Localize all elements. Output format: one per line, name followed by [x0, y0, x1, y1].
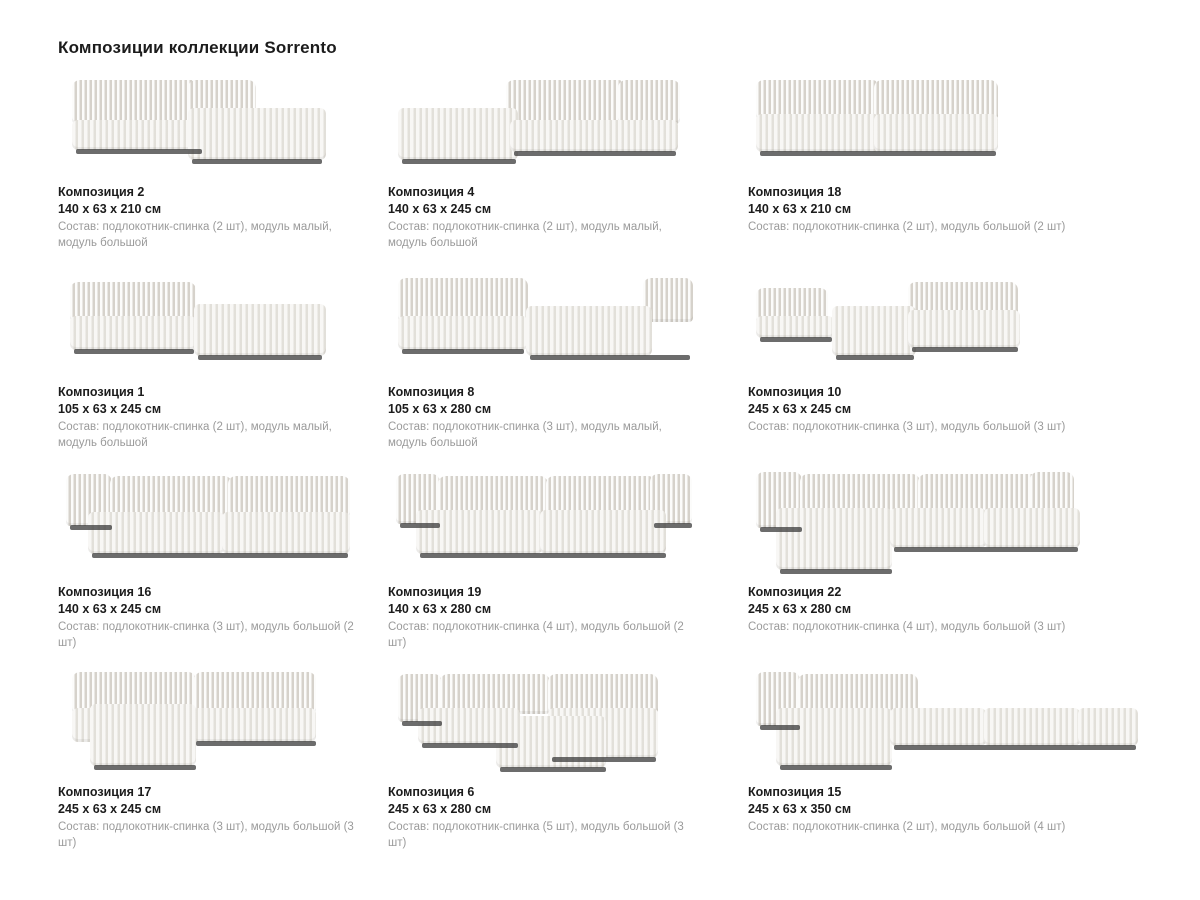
composition-details: Состав: подлокотник-спинка (2 шт), модуль большой (2 шт): [748, 221, 1066, 233]
composition-name: Композиция 8: [388, 385, 475, 399]
composition-card: [58, 462, 388, 662]
composition-dimensions: 245 x 63 x 350 см: [748, 802, 852, 816]
composition-card: [748, 262, 1148, 462]
composition-name: Композиция 17: [58, 785, 152, 799]
composition-dimensions: 140 x 63 x 210 см: [748, 202, 852, 216]
composition-card: [58, 662, 388, 862]
composition-dimensions: 140 x 63 x 280 см: [388, 602, 492, 616]
composition-dimensions: 245 x 63 x 245 см: [58, 802, 162, 816]
composition-name: Композиция 22: [748, 585, 842, 599]
composition-dimensions: 140 x 63 x 245 см: [58, 602, 162, 616]
composition-card: [388, 62, 748, 262]
composition-dimensions: 105 x 63 x 280 см: [388, 402, 492, 416]
sofa-image-composition-2: [58, 62, 388, 180]
sofa-image-composition-18: [748, 62, 1148, 180]
composition-dimensions: 105 x 63 x 245 см: [58, 402, 162, 416]
sofa-image-composition-15: [748, 662, 1148, 780]
composition-dimensions: 140 x 63 x 210 см: [58, 202, 162, 216]
composition-name: Композиция 2: [58, 185, 145, 199]
composition-caption: [748, 384, 1148, 435]
page-title: Композиции коллекции Sorrento: [58, 38, 337, 58]
composition-dimensions: 140 x 63 x 245 см: [388, 202, 492, 216]
composition-details: Состав: подлокотник-спинка (2 шт), модуль малый, модуль большой: [58, 221, 332, 249]
composition-caption: [748, 184, 1148, 235]
sofa-image-composition-4: [388, 62, 748, 180]
composition-caption: [388, 584, 748, 651]
sofa-image-composition-16: [58, 462, 388, 580]
composition-details: Состав: подлокотник-спинка (3 шт), модуль большой (2 шт): [58, 621, 354, 649]
composition-details: Состав: подлокотник-спинка (3 шт), модуль малый, модуль большой: [388, 421, 662, 449]
sofa-image-composition-6: [388, 662, 748, 780]
composition-caption: [58, 384, 388, 451]
composition-card: [388, 662, 748, 862]
sofa-image-composition-8: [388, 262, 748, 380]
composition-details: Состав: подлокотник-спинка (4 шт), модуль большой (3 шт): [748, 621, 1066, 633]
composition-card: [388, 262, 748, 462]
composition-caption: [388, 384, 748, 451]
composition-details: Состав: подлокотник-спинка (3 шт), модуль большой (3 шт): [748, 421, 1066, 433]
composition-name: Композиция 15: [748, 785, 842, 799]
composition-details: Состав: подлокотник-спинка (5 шт), модуль большой (3 шт): [388, 821, 684, 849]
composition-details: Состав: подлокотник-спинка (2 шт), модуль малый, модуль большой: [388, 221, 662, 249]
composition-details: Состав: подлокотник-спинка (3 шт), модуль большой (3 шт): [58, 821, 354, 849]
composition-dimensions: 245 x 63 x 280 см: [748, 602, 852, 616]
sofa-image-composition-10: [748, 262, 1148, 380]
sofa-image-composition-22: [748, 462, 1148, 580]
composition-card: [748, 62, 1148, 262]
composition-details: Состав: подлокотник-спинка (2 шт), модуль малый, модуль большой: [58, 421, 332, 449]
sofa-image-composition-19: [388, 462, 748, 580]
sofa-image-composition-17: [58, 662, 388, 780]
composition-card: [58, 262, 388, 462]
composition-name: Композиция 16: [58, 585, 152, 599]
sofa-image-composition-1: [58, 262, 388, 380]
composition-name: Композиция 10: [748, 385, 842, 399]
composition-name: Композиция 1: [58, 385, 145, 399]
composition-dimensions: 245 x 63 x 280 см: [388, 802, 492, 816]
composition-name: Композиция 19: [388, 585, 482, 599]
composition-caption: [388, 184, 748, 251]
composition-dimensions: 245 x 63 x 245 см: [748, 402, 852, 416]
composition-caption: [388, 784, 748, 851]
composition-card: [748, 662, 1148, 862]
composition-caption: [748, 784, 1148, 835]
composition-caption: [58, 784, 388, 851]
composition-name: Композиция 18: [748, 185, 842, 199]
composition-grid: [58, 62, 1148, 862]
composition-card: [748, 462, 1148, 662]
composition-details: Состав: подлокотник-спинка (4 шт), модуль большой (2 шт): [388, 621, 684, 649]
composition-details: Состав: подлокотник-спинка (2 шт), модуль большой (4 шт): [748, 821, 1066, 833]
composition-card: [388, 462, 748, 662]
composition-name: Композиция 6: [388, 785, 475, 799]
composition-name: Композиция 4: [388, 185, 475, 199]
composition-card: [58, 62, 388, 262]
composition-caption: [58, 184, 388, 251]
composition-caption: [58, 584, 388, 651]
composition-caption: [748, 584, 1148, 635]
